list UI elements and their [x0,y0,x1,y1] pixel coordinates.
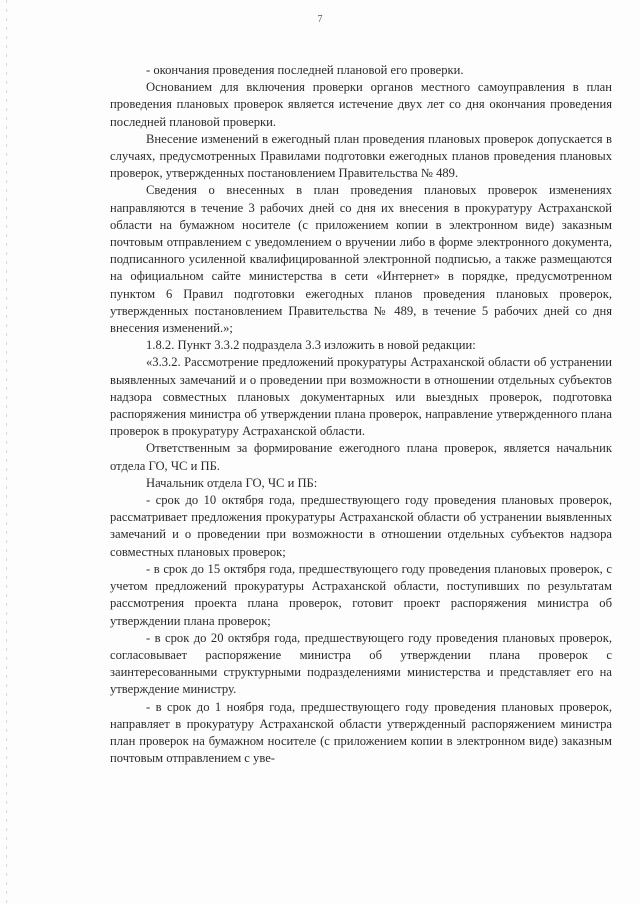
paragraph-clause-1-8-2: 1.8.2. Пункт 3.3.2 подраздела 3.3 изложить в новой редакции: [146,338,476,353]
document-body [110,62,612,767]
paragraph-plan-amendments: Внесение изменений в ежегодный план проведения плановых проверок допускается в случаях, предусмотренных Правилами подготовки ежегодных планов проведения плановых проверок, утвержденных постановлением Правительства № 489. [110,131,612,181]
list-item-november-1: - в срок до 1 ноября года, предшествующего году проведения плановых проверок, направляет в прокуратуру Астраханской области утвержденный распоряжением министра план проверок на бумажном носителе (с приложением копии в электронном виде) заказным почтовым отправлением с уве- [110,699,612,766]
paragraph-responsible-person: Ответственным за формирование ежегодного плана проверок, является начальник отдела ГО, ЧС и ПБ. [110,441,612,473]
scan-edge-artifact [6,0,7,905]
list-item-october-20: - в срок до 20 октября года, предшествующего году проведения плановых проверок, согласовывает распоряжение министра об утверждении плана проверок с заинтересованными структурными подразделениями министерства и представляет его на утверждение министру. [110,630,612,697]
paragraph-basis-for-inclusion: Основанием для включения проверки органов местного самоуправления в план проведения плановых проверок является истечение двух лет со дня окончания проведения последней плановой проверки. [110,80,612,129]
paragraph-department-head: Начальник отдела ГО, ЧС и ПБ: [146,475,318,490]
list-item-october-15: - в срок до 15 октября года, предшествующего году проведения плановых проверок, с учетом предложений прокуратуры Астраханской области, поступивших по результатам рассмотрения проекта плана проверок, готовит проект распоряжения министра об утверждении плана проверок; [110,561,612,628]
page-number: 7 [317,14,323,25]
paragraph-amendment-notification: Сведения о внесенных в план проведения плановых проверок изменениях направляются в течение 3 рабочих дней со дня их внесения в прокуратуру Астраханской области на бумажном носителе (с приложением копии в электронном виде) заказным почтовым отправлением с уведомлением о вручении либо в форме электронного документа, подписанного усиленной квалифицированной электронной подписью, а также размещаются на официальном сайте министерства в сети «Интернет» в порядке, предусмотренном пунктом 6 Правил подготовки ежегодных планов проведения плановых проверок, утвержденных постановлением Правительства № 489, в течение 5 рабочих дней со дня внесения изменений.»; [110,183,612,336]
paragraph-clause-3-3-2: «3.3.2. Рассмотрение предложений прокуратуры Астраханской области об устранении выявленных замечаний и о проведении при возможности в отношении отдельных субъектов надзора совместных плановых документарных или выездных проверок, подготовка распоряжения министра об утверждении плана проверок, направление утвержденного плана проверок в прокуратуру Астраханской области. [110,355,612,439]
paragraph-end-of-last-inspection: - окончания проведения последней плановой его проверки. [146,63,464,77]
list-item-october-10: - срок до 10 октября года, предшествующего году проведения плановых проверок, рассматривает предложения прокуратуры Астраханской области об устранении выявленных замечаний и о проведении при возможности в отношении отдельных субъектов надзора совместных плановых проверок; [110,493,612,559]
